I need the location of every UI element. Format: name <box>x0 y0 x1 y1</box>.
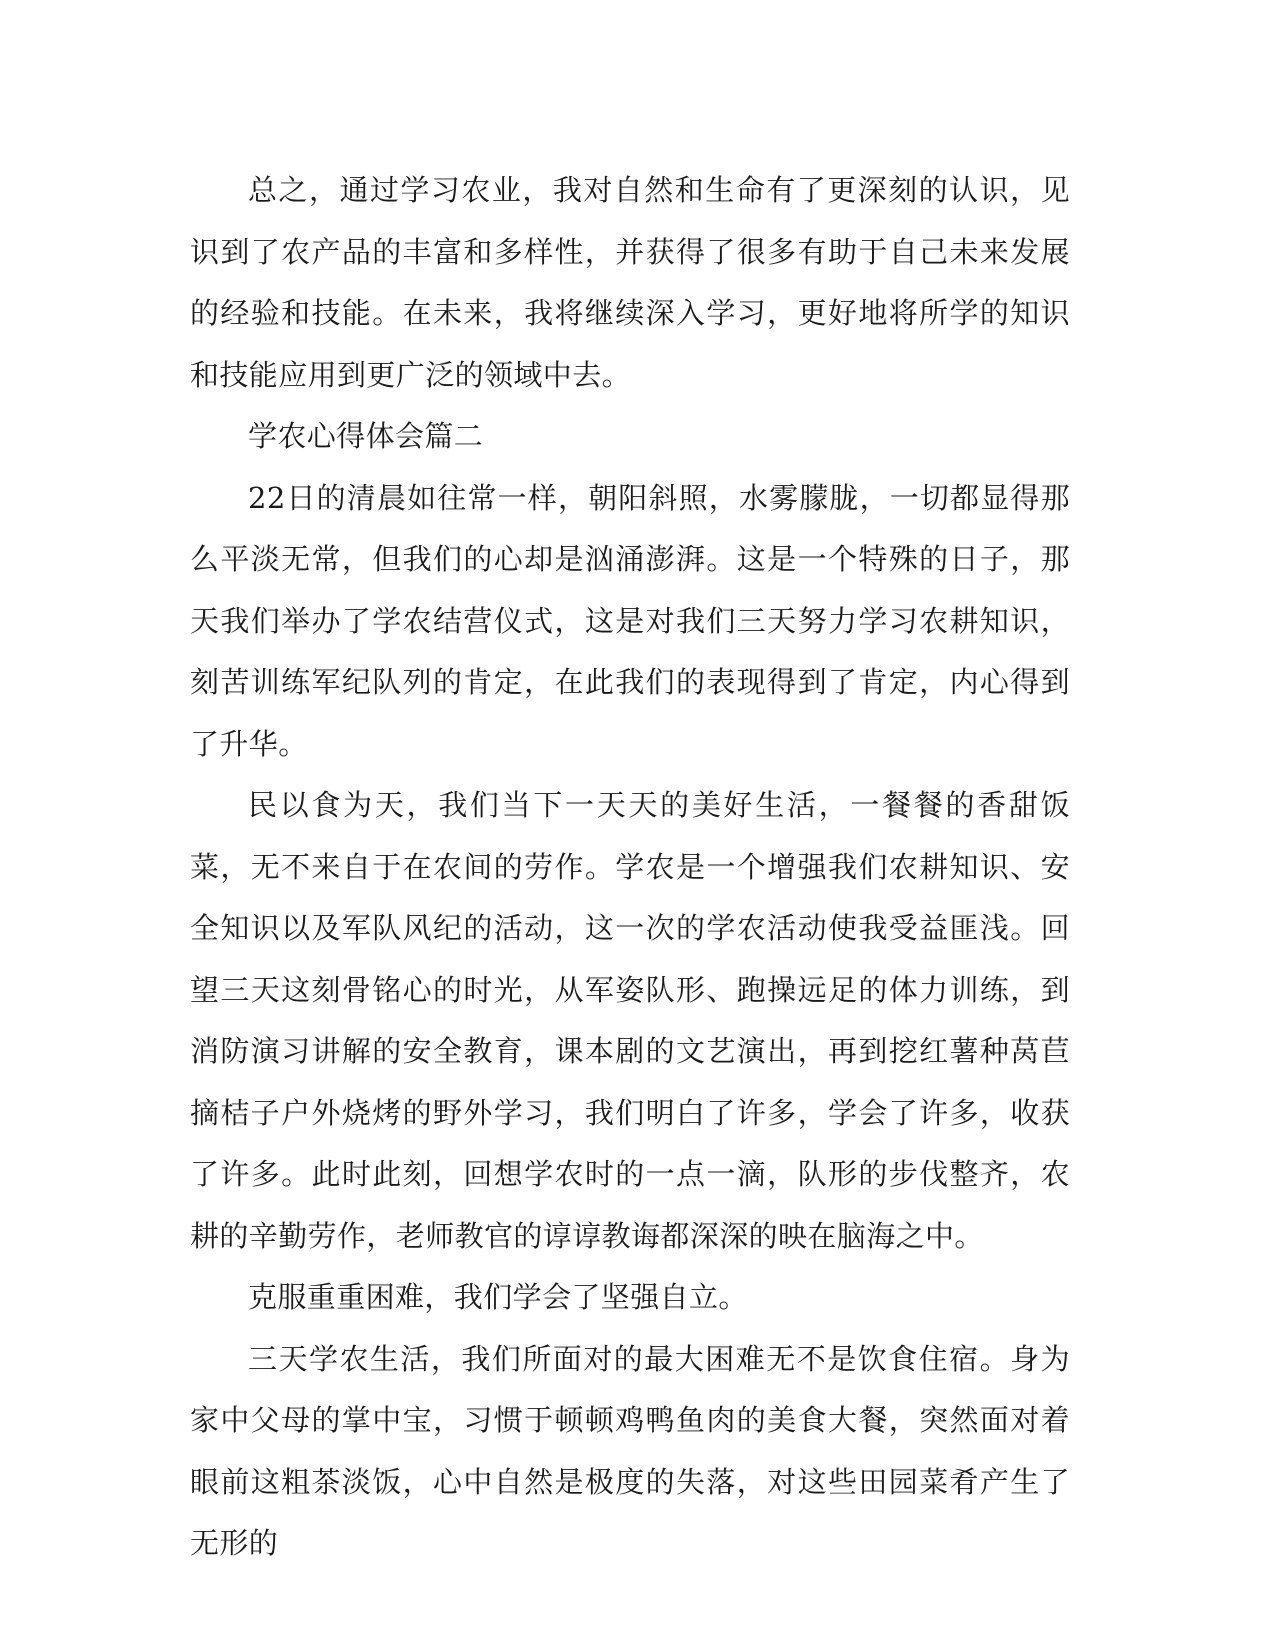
document-body <box>190 160 1070 1575</box>
paragraph-three-days: 三天学农生活，我们所面对的最大困难无不是饮食住宿。身为家中父母的掌中宝，习惯于顿顿鸡鸭鱼肉的美食大餐，突然面对着眼前这粗茶淡饭，心中自然是极度的失落，对这些田园菜肴产生了无形的 <box>190 1341 1070 1560</box>
section-heading: 学农心得体会篇二 <box>248 419 484 453</box>
paragraph-morning: 22日的清晨如往常一样，朝阳斜照，水雾朦胧，一切都显得那么平淡无常，但我们的心却是汹涌澎湃。这是一个特殊的日子，那天我们举办了学农结营仪式，这是对我们三天努力学习农耕知识，刻苦训练军纪队列的肯定，在此我们的表现得到了肯定，内心得到了升华。 <box>190 480 1070 761</box>
paragraph-overcome: 克服重重困难，我们学会了坚强自立。 <box>248 1280 748 1314</box>
paragraph-summary: 总之，通过学习农业，我对自然和生命有了更深刻的认识，见识到了农产品的丰富和多样性，并获得了很多有助于自己未来发展的经验和技能。在未来，我将继续深入学习，更好地将所学的知识和技能应用到更广泛的领域中去。 <box>190 173 1070 392</box>
paragraph-food: 民以食为天，我们当下一天天的美好生活，一餐餐的香甜饭菜，无不来自于在农间的劳作。学农是一个增强我们农耕知识、安全知识以及军队风纪的活动，这一次的学农活动使我受益匪浅。回望三天这刻骨铭心的时光，从军姿队形、跑操远足的体力训练，到消防演习讲解的安全教育，课本剧的文艺演出，再到挖红薯种莴苣摘桔子户外烧烤的野外学习，我们明白了许多，学会了许多，收获了许多。此时此刻，回想学农时的一点一滴，队形的步伐整齐，农耕的辛勤劳作，老师教官的谆谆教诲都深深的映在脑海之中。 <box>190 788 1070 1253</box>
